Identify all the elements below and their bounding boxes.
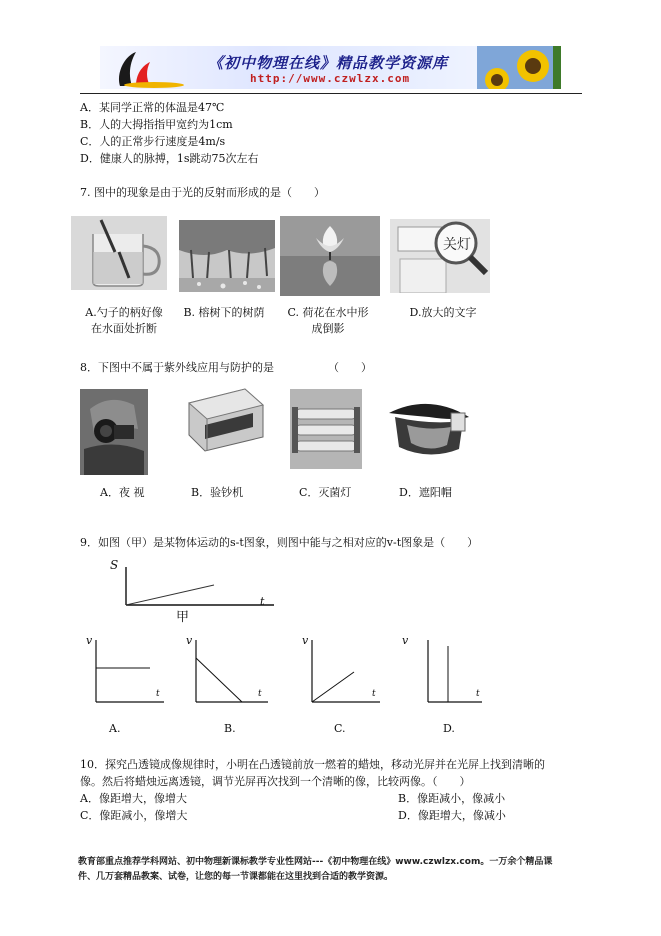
footer-line1: 教育部重点推荐学科网站、初中物理新课标教学专业性网站---《初中物理在线》www.czwlzx.com。一万余个精品课 xyxy=(78,857,553,867)
sun-visor-hat-photo xyxy=(385,391,473,469)
q10-stem-line2: 像。然后将蜡烛远离透镜，调节光屏再次找到一个清晰的像，比较两像。（ ） xyxy=(80,775,471,788)
q6-option-d: D．健康人的脉搏，1s跳动75次左右 xyxy=(80,152,259,165)
q9-option-b: B. xyxy=(224,722,236,735)
q7-caption-a-line2: 在水面处折断 xyxy=(91,322,157,335)
q8-caption-d: D．遮阳帽 xyxy=(399,486,452,499)
spoon-in-glass-photo xyxy=(71,216,167,290)
q8-paren: （ ） xyxy=(328,361,372,374)
sunflower-decoration xyxy=(477,46,561,89)
q9-option-c: C. xyxy=(334,722,346,735)
banner-url: http://www.czwlzx.com xyxy=(250,72,411,85)
q7-caption-a-line1: A.勺子的柄好像 xyxy=(85,306,163,319)
page-footer xyxy=(78,855,588,885)
vt-graph-c-line xyxy=(312,672,354,702)
q7-stem: 7. 图中的现象是由于光的反射而形成的是（ ） xyxy=(80,186,325,199)
header-rule xyxy=(80,93,582,94)
graph-jia xyxy=(98,555,288,625)
q8-caption-a: A．夜 视 xyxy=(100,486,145,499)
q9-stem: 9．如图（甲）是某物体运动的s-t图象，则图中能与之相对应的v-t图象是（ ） xyxy=(80,536,479,549)
vt-graph-d xyxy=(396,632,486,712)
q7-caption-d-line1: D.放大的文字 xyxy=(409,306,477,319)
sterilizing-lamp-photo xyxy=(290,389,362,469)
q10-option-a: A．像距增大，像增大 xyxy=(80,792,187,805)
q7-caption-c-line1: C. 荷花在水中形 xyxy=(287,306,369,319)
graph-jia-t-label: t xyxy=(260,595,265,608)
q6-option-a: A．某同学正常的体温是47℃ xyxy=(80,101,225,114)
q7-caption-a xyxy=(74,305,174,337)
footer-line2: 件、几万套精品教案、试卷，让您的每一节课都能在这里找到合适的教学资源。 xyxy=(78,872,394,882)
q10-option-b: B．像距减小，像减小 xyxy=(398,792,506,805)
q6-option-b: B．人的大拇指指甲宽约为1cm xyxy=(80,118,233,131)
q7-caption-b xyxy=(174,305,274,321)
header-banner xyxy=(100,46,561,89)
vt-graph-a-t-label: t xyxy=(156,689,160,699)
banyan-tree-photo xyxy=(179,220,275,292)
vt-graph-b-v-label: v xyxy=(186,634,193,647)
q10-stem-line1: 10．探究凸透镜成像规律时，小明在凸透镜前放一燃着的蜡烛，移动光屏并在光屏上找到清晰的 xyxy=(80,758,545,771)
q6-option-c: C．人的正常步行速度是4m/s xyxy=(80,135,226,148)
vt-graph-b-t-label: t xyxy=(258,689,262,699)
money-detector-photo xyxy=(183,385,267,455)
vt-graph-d-v-label: v xyxy=(402,634,409,647)
vt-graph-a-v-label: v xyxy=(86,634,93,647)
graph-jia-s-label: S xyxy=(110,558,119,572)
vt-graph-d-t-label: t xyxy=(476,689,480,699)
q10-option-d: D．像距增大，像减小 xyxy=(398,809,506,822)
q8-caption-c: C．灭菌灯 xyxy=(299,486,352,499)
magnified-sign-text: 关灯 xyxy=(443,237,471,253)
q9-option-d: D. xyxy=(443,722,455,735)
q7-caption-c xyxy=(278,305,378,337)
q9-option-a: A. xyxy=(109,722,121,735)
vt-graph-a xyxy=(86,632,166,712)
vt-graph-c xyxy=(296,632,384,712)
night-vision-photo xyxy=(80,389,148,475)
vt-graph-c-t-label: t xyxy=(372,689,376,699)
graph-jia-caption: 甲 xyxy=(176,610,190,625)
q8-caption-b: B．验钞机 xyxy=(191,486,244,499)
q7-caption-c-line2: 成倒影 xyxy=(311,322,345,335)
vt-graph-c-v-label: v xyxy=(302,634,309,647)
q10-option-c: C．像距减小，像增大 xyxy=(80,809,188,822)
site-logo xyxy=(106,48,202,88)
vt-graph-b xyxy=(186,632,270,712)
vt-graph-b-line xyxy=(196,658,242,702)
magnified-text-photo xyxy=(390,219,490,293)
q7-caption-d xyxy=(393,305,493,321)
lotus-reflection-photo xyxy=(280,216,380,296)
banner-title: 《初中物理在线》精品教学资源库 xyxy=(208,54,449,72)
q7-caption-b-line1: B. 榕树下的树荫 xyxy=(183,306,265,319)
q8-stem: 8．下图中不属于紫外线应用与防护的是 xyxy=(80,361,274,374)
